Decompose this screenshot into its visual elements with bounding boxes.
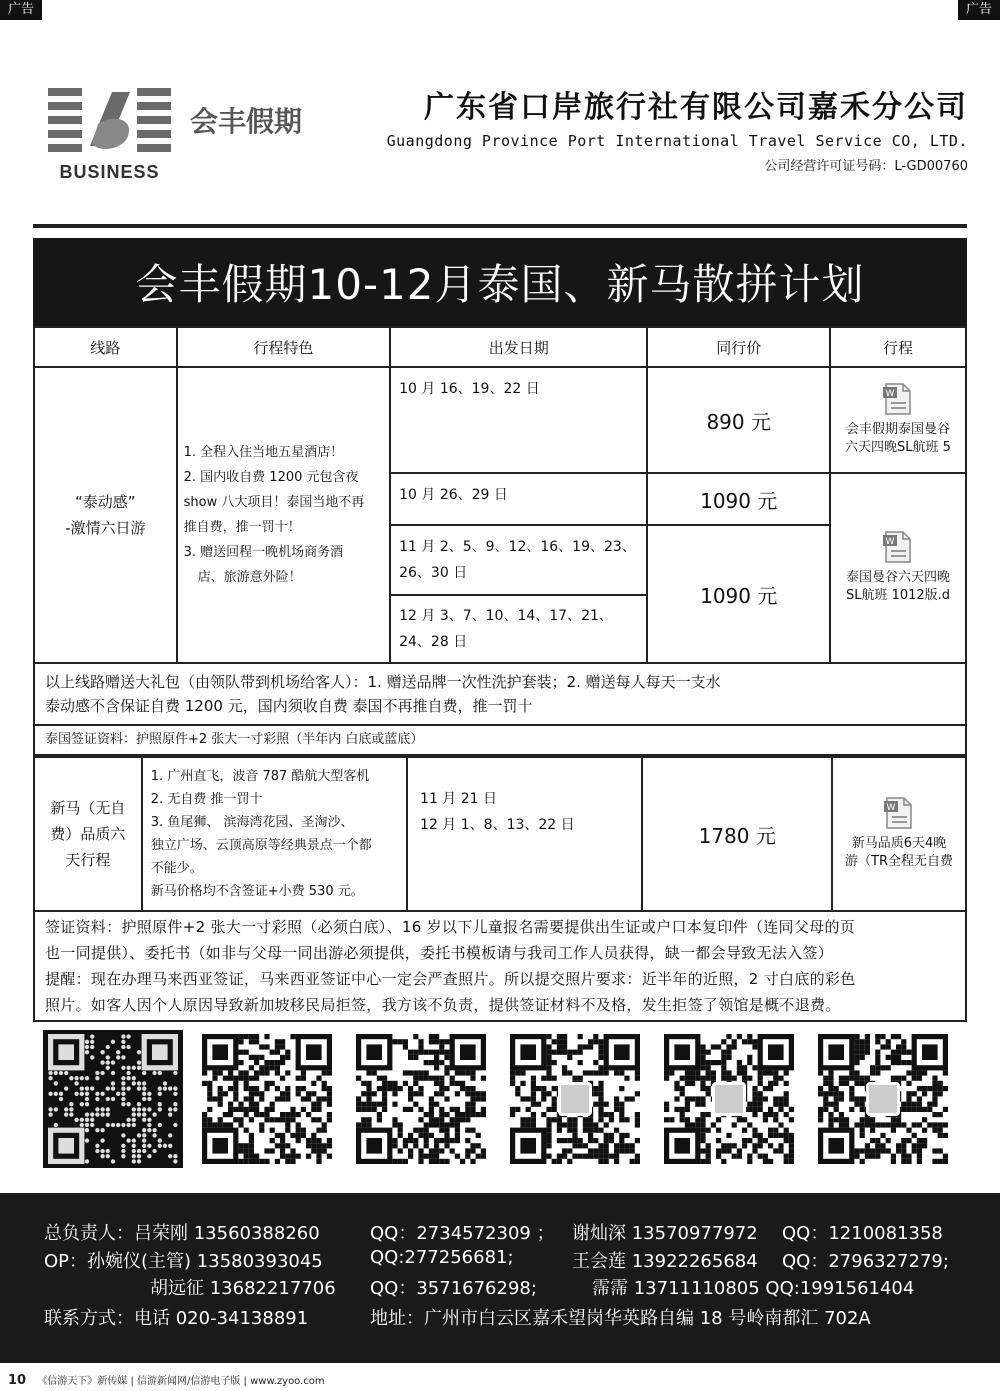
- contact-phone: 联系方式：电话 020-34138891: [44, 1308, 309, 1329]
- thailand-visa-note: 泰国签证资料：护照原件+2 张大一寸彩照（半年内 白底或蓝底）: [33, 726, 967, 756]
- company-name-cn: 广东省口岸旅行社有限公司嘉禾分公司: [424, 90, 968, 125]
- price-cell: 1090 元: [647, 525, 830, 663]
- word-document-icon: [884, 797, 914, 829]
- qr-code-image[interactable]: [197, 1030, 337, 1168]
- date-line: 26、30 日: [399, 565, 468, 581]
- qr-code-icon: [43, 1030, 183, 1168]
- contact-qq: QQ：3571676298;: [370, 1278, 537, 1299]
- feature-line: 推自费，推一罚十！: [183, 520, 301, 535]
- xinma-tour-table: [33, 756, 967, 912]
- route-line: 天行程: [65, 851, 111, 869]
- route-cell: [34, 367, 177, 663]
- price-cell: 890 元: [647, 367, 830, 473]
- qr-code-image[interactable]: [659, 1030, 799, 1168]
- date-line: 11 月 2、5、9、12、16、19、23、: [399, 539, 636, 555]
- contact-row: [44, 1247, 980, 1275]
- itinerary-doc-title: 会丰假期泰国曼谷: [846, 422, 951, 437]
- visa-requirements-note: [33, 910, 967, 1022]
- header-price: 同行价: [647, 327, 830, 367]
- route-cell: [34, 757, 142, 911]
- license-number: 公司经营许可证号码：L-GD00760: [764, 159, 968, 174]
- route-subtitle: -激情六日游: [65, 519, 146, 537]
- contact-address: 地址：广州市白云区嘉禾望岗华英路自编 18 号岭南都汇 702A: [370, 1308, 871, 1329]
- note-line: 泰动感不含保证自费 1200 元，国内须收自费 泰国不再推自费，推一罚十: [45, 697, 533, 715]
- butterfly-logo-icon: [712, 1082, 746, 1116]
- company-header: [387, 82, 968, 174]
- contact-row: [44, 1274, 980, 1302]
- contact-qq: QQ：2734572309 ；: [370, 1223, 555, 1244]
- feature-line: 新马价格均不含签证+小费 530 元。: [150, 884, 364, 899]
- publication-info: 《信游天下》新传媒 | 信游新闻网/信游电子版 | www.zyoo.com: [37, 1376, 325, 1387]
- contact-primary: 胡远征 13682217706: [150, 1278, 336, 1299]
- date-line: 24、28 日: [399, 634, 468, 650]
- date-cell: [390, 595, 647, 663]
- date-cell: [390, 525, 647, 595]
- contact-qq: QQ:277256681;: [370, 1247, 514, 1268]
- thailand-tour-table: [33, 326, 967, 664]
- date-cell: [390, 367, 647, 473]
- date-cell: [407, 757, 642, 911]
- business-logo-icon: [42, 84, 177, 162]
- word-document-icon: [883, 531, 913, 563]
- svg-text:W: W: [885, 389, 895, 399]
- qr-code-image[interactable]: [351, 1030, 491, 1168]
- price-cell: 1090 元: [647, 473, 830, 525]
- date-line: 10 月 16、19、22 日: [399, 381, 540, 397]
- feature-line: 店、旅游意外险！: [197, 570, 302, 585]
- features-cell: [142, 757, 407, 911]
- contact-primary: OP：孙婉仪(主管) 13580393045: [44, 1251, 323, 1272]
- contact-primary: 总负责人：吕荣刚 13560388260: [44, 1223, 320, 1244]
- itinerary-doc-title: 新马品质6天4晚: [851, 836, 947, 851]
- itinerary-doc-title: 泰国曼谷六天四晚: [846, 570, 951, 585]
- feature-line: 3. 鱼尾狮、 滨海湾花园、圣淘沙、: [150, 815, 354, 830]
- date-line: 12 月 1、8、13、22 日: [420, 817, 575, 833]
- note-line: 以上线路赠送大礼包（由领队带到机场给客人）：1. 赠送品牌一次性洗护套装；2. 赠送每人每天一支水: [45, 673, 721, 691]
- contact-qq: QQ：1210081358: [782, 1223, 943, 1244]
- brand-name: 会丰假期: [190, 105, 303, 138]
- page-footer: [0, 1370, 1000, 1391]
- feature-line: 3. 赠送回程一晚机场商务酒: [183, 545, 344, 560]
- note-line: 提醒：现在办理马来西亚签证，马来西亚签证中心一定会严查照片。所以提交照片要求：近半年的近照，2 寸白底的彩色: [45, 970, 856, 988]
- company-name-en: Guangdong Province Port International Travel Service CO, LTD.: [386, 132, 968, 150]
- date-line: 10 月 26、29 日: [399, 487, 508, 503]
- header-itinerary: 行程: [830, 327, 966, 367]
- table-row: [34, 367, 966, 473]
- feature-line: 独立广场、云顶高原等经典景点一个都: [150, 838, 372, 853]
- price-cell: 1780 元: [642, 757, 832, 911]
- qr-code-image[interactable]: [43, 1030, 183, 1168]
- qr-code-image[interactable]: [813, 1030, 953, 1168]
- header-divider: [33, 224, 967, 228]
- gift-package-note: [33, 664, 967, 726]
- contact-row: [44, 1219, 980, 1247]
- svg-text:W: W: [886, 803, 896, 813]
- logo-wordmark: BUSINESS: [59, 162, 160, 182]
- header-dates: 出发日期: [390, 327, 647, 367]
- feature-line: 2. 无自费 推一罚十: [150, 792, 263, 807]
- contact-qq: QQ：2796327279;: [782, 1251, 949, 1272]
- ad-label: 广告: [958, 0, 1000, 20]
- word-document-icon: [883, 383, 913, 415]
- itinerary-doc-title: SL航班 1012版.d: [845, 588, 951, 603]
- page-title: 会丰假期10-12月泰国、新马散拼计划: [33, 238, 967, 326]
- qr-code-image[interactable]: [505, 1030, 645, 1168]
- qr-code-icon: [351, 1030, 491, 1168]
- date-cell: [390, 473, 647, 525]
- flower-logo-icon: [558, 1082, 592, 1116]
- svg-text:W: W: [885, 537, 895, 547]
- contact-footer: [0, 1193, 1000, 1363]
- avatar-logo-icon: [866, 1082, 900, 1116]
- itinerary-doc[interactable]: [830, 367, 966, 473]
- contact-secondary: 谢灿深 13570977972: [572, 1223, 758, 1244]
- header-route: 线路: [34, 327, 177, 367]
- company-logo: [42, 84, 177, 184]
- itinerary-doc[interactable]: [832, 757, 966, 911]
- feature-line: 1. 广州直飞，波音 787 酷航大型客机: [150, 769, 370, 784]
- note-line: 也一同提供）、委托书（如非与父母一同出游必须提供，委托书模板请与我司工作人员获得，缺一都会导致无法入签）: [45, 944, 834, 962]
- feature-line: 2. 国内收自费 1200 元包含夜: [183, 470, 359, 485]
- contact-secondary: 霈霈 13711110805 QQ:1991561404: [592, 1278, 915, 1299]
- itinerary-doc[interactable]: [830, 473, 966, 663]
- features-cell: [177, 367, 390, 663]
- note-line: 签证资料：护照原件+2 张大一寸彩照（必须白底）、16 岁以下儿童报名需要提供出生证或户口本复印件（连同父母的页: [45, 918, 856, 936]
- route-name: “泰动感”: [75, 493, 136, 511]
- contact-row: [44, 1304, 980, 1332]
- itinerary-doc-title: 六天四晚SL航班 5: [845, 440, 951, 455]
- ad-label: 广告: [0, 0, 42, 20]
- feature-line: 不能少。: [150, 861, 203, 876]
- table-header-row: [34, 327, 966, 367]
- date-line: 12 月 3、7、10、14、17、21、: [399, 608, 613, 624]
- date-line: 11 月 21 日: [420, 791, 498, 807]
- route-line: 费）品质六: [50, 825, 126, 843]
- itinerary-doc-title: 游（TR全程无自费: [845, 854, 953, 869]
- table-row: [34, 757, 966, 911]
- feature-line: 1. 全程入住当地五星酒店！: [183, 445, 344, 460]
- route-line: 新马（无自: [50, 799, 126, 817]
- header-features: 行程特色: [177, 327, 390, 367]
- contact-secondary: 王会莲 13922265684: [572, 1251, 758, 1272]
- qr-code-row: [43, 1030, 953, 1168]
- qr-code-icon: [197, 1030, 337, 1168]
- page-number: 10: [8, 1373, 27, 1388]
- feature-line: show 八大项目！泰国当地不再: [183, 495, 365, 510]
- note-line: 照片。如客人因个人原因导致新加坡移民局拒签，我方该不负责，提供签证材料不及格，发生拒签了领馆是概不退费。: [45, 996, 841, 1014]
